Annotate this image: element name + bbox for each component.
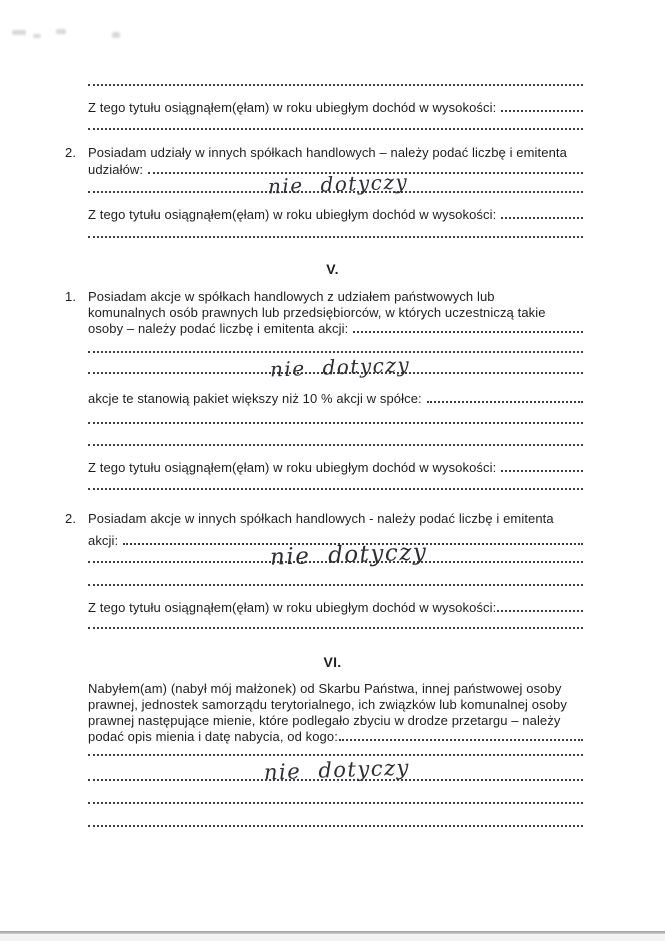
dotted-fill-line: [88, 754, 583, 756]
dotted-fill-line: [88, 584, 583, 586]
handwritten-entry: nie dotyczy: [269, 539, 428, 571]
scan-smudge: [112, 32, 120, 38]
item-text: Posiadam udziały w innych spółkach handlowych – należy podać liczbę i emitenta: [88, 145, 567, 160]
section-heading-v: V.: [326, 261, 339, 277]
dotted-fill-line: [497, 610, 583, 612]
dotted-fill-line: [88, 444, 583, 446]
paragraph-line: [88, 681, 583, 696]
item-text: Posiadam akcje w innych spółkach handlowych - należy podać liczbę i emitenta: [88, 511, 554, 526]
dotted-fill-line: [88, 236, 583, 238]
income-label: Z tego tytułu osiągnąłem(ęłam) w roku ubiegłym dochód w wysokości:: [88, 600, 497, 615]
handwritten-entry: nie dotyczy: [269, 352, 411, 382]
dotted-fill-line: [88, 488, 583, 490]
scan-smudge: [12, 30, 26, 35]
income-line: [88, 460, 583, 475]
handwritten-entry: nie dotyczy: [263, 755, 411, 785]
item-text: komunalnych osób prawnych lub przedsiębiorców, w których uczestniczą takie: [88, 305, 546, 320]
item-text: Posiadam akcje w spółkach handlowych z udziałem państwowych lub: [88, 289, 495, 304]
dotted-fill-line: [88, 422, 583, 424]
dotted-fill-line: [501, 110, 583, 112]
income-line: [88, 100, 583, 115]
income-label: Z tego tytułu osiągnąłem(ęłam) w roku ubiegłym dochód w wysokości:: [88, 207, 497, 222]
dotted-fill-line: [427, 401, 583, 403]
field-label: podać opis mienia i datę nabycia, od kogo:: [88, 729, 338, 744]
income-line: [88, 207, 583, 222]
form-item-v-2: [65, 511, 583, 526]
income-line: [88, 600, 583, 615]
field-line-akcje: [88, 321, 583, 336]
form-item-v-1-line2: [88, 305, 583, 320]
dotted-fill-line: [339, 739, 583, 741]
dotted-fill-line: [353, 331, 583, 333]
dotted-fill-line: [501, 217, 583, 219]
scan-smudge: [56, 29, 66, 34]
income-label: Z tego tytułu osiągnąłem(ęłam) w roku ubiegłym dochód w wysokości:: [88, 100, 497, 115]
field-label: akcji:: [88, 533, 119, 548]
income-label: Z tego tytułu osiągnąłem(ęłam) w roku ubiegłym dochód w wysokości:: [88, 460, 497, 475]
field-label: osoby – należy podać liczbę i emitenta akcji:: [88, 321, 349, 336]
dotted-fill-line: [88, 84, 583, 86]
dotted-fill-line: [501, 470, 583, 472]
section-heading-vi: VI.: [323, 654, 342, 670]
field-line-od-kogo: [88, 729, 583, 744]
form-item-iv-2: [65, 145, 583, 160]
paragraph-text: prawnej następujące mienie, które podlegało zbyciu w drodze przetargu – należy: [88, 713, 561, 728]
item-number: 2.: [65, 145, 77, 160]
field-label: akcje te stanowią pakiet większy niż 10 % akcji w spółce:: [88, 391, 422, 406]
item-number: 2.: [65, 511, 77, 526]
dotted-fill-line: [88, 802, 583, 804]
dotted-fill-line: [88, 128, 583, 130]
dotted-fill-line: [88, 825, 583, 827]
dotted-fill-line: [88, 351, 583, 353]
item-number: 1.: [65, 289, 77, 304]
field-line-pakiet: [88, 391, 583, 406]
paragraph-text: Nabyłem(am) (nabył mój małżonek) od Skarbu Państwa, innej państwowej osoby: [88, 681, 562, 696]
paragraph-text: prawnej, jednostek samorządu terytorialnego, ich związków lub komunalnej osoby: [88, 697, 567, 712]
dotted-fill-line: [88, 627, 583, 629]
paragraph-line: [88, 697, 583, 712]
paragraph-line: [88, 713, 583, 728]
scan-smudge: [33, 34, 41, 38]
scan-background: [0, 934, 665, 941]
form-item-v-1: [65, 289, 583, 304]
field-label: udziałów:: [88, 162, 144, 177]
handwritten-entry: nie dotyczy: [267, 169, 409, 199]
